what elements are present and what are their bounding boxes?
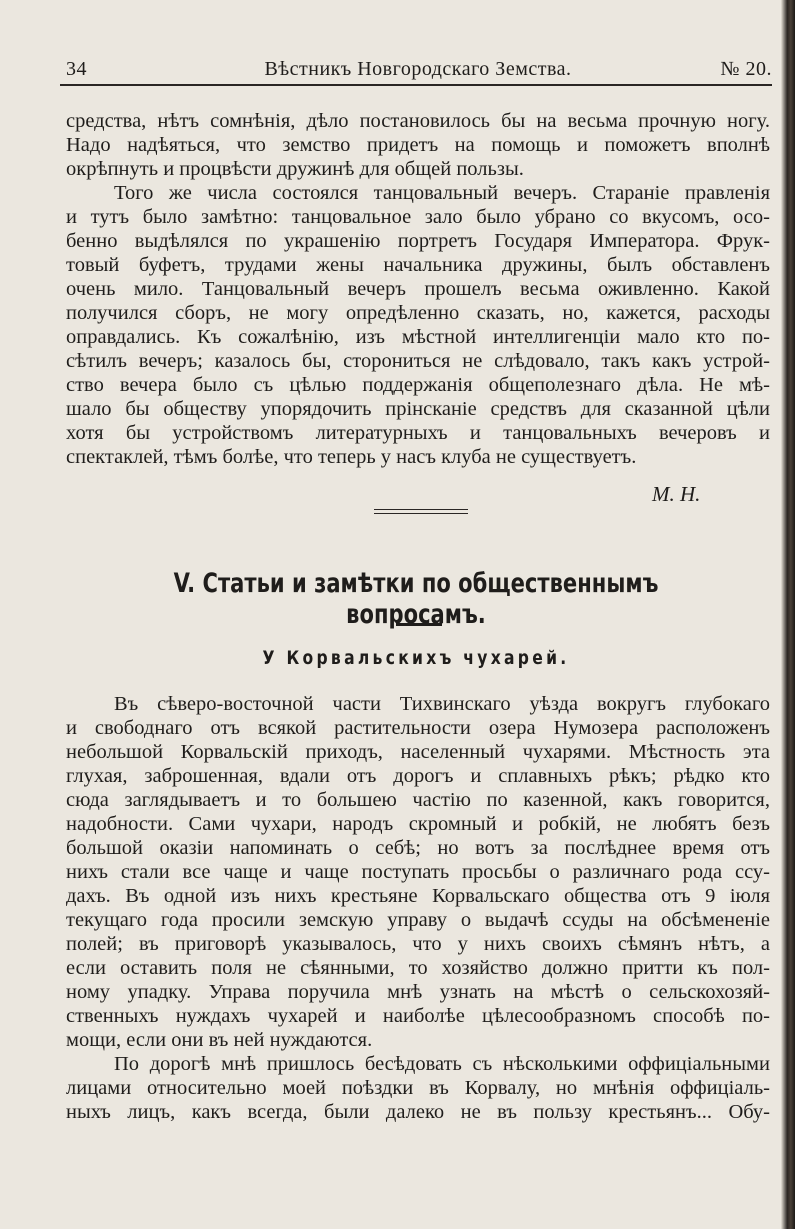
section-title: V. Статьи и замѣтки по общественнымъ вопросамъ.: [173, 568, 659, 630]
author-signature: М. Н.: [652, 482, 701, 506]
text-line: ныхъ лицъ, какъ всегда, были далеко не въ пользу крестьянъ... Обу-: [66, 1101, 770, 1123]
text-line: и тутъ было замѣтно: танцовальное зало было убрано со вкусомъ, осо-: [66, 206, 770, 228]
text-line: сюда заглядываетъ и то большею частію по казенной, какъ говорится,: [66, 789, 770, 811]
text-line: глухая, заброшенная, вдали отъ дорогъ и сплавныхъ рѣкъ; рѣдко кто: [66, 765, 770, 787]
text-line: очень мило. Танцовальный вечеръ прошелъ весьма оживленно. Какой: [66, 278, 770, 300]
text-line: лицами относительно моей поѣздки въ Корвалу, но мнѣнія оффиціаль-: [66, 1077, 770, 1099]
text-line: большой оказіи напоминать о себѣ; но вотъ за послѣднее время отъ: [66, 837, 770, 859]
text-line: По дорогѣ мнѣ пришлось бесѣдовать съ нѣсколькими оффиціальными: [114, 1053, 770, 1075]
text-line: ство вечера было съ цѣлью поддержанія общеполезнаго дѣла. Не мѣ-: [66, 374, 770, 396]
text-line: хотя бы устройствомъ литературныхъ и танцовальныхъ вечеровъ и: [66, 422, 770, 444]
text-line: мощи, если они въ ней нуждаются.: [66, 1029, 373, 1051]
text-line: ственныхъ нуждахъ чухарей и наиболѣе цѣлесообразномъ способѣ по-: [66, 1005, 770, 1027]
section-rule: [396, 623, 442, 626]
text-line: средства, нѣтъ сомнѣнія, дѣло постановилось бы на весьма прочную ногу.: [66, 110, 770, 132]
text-line: Того же числа состоялся танцовальный вечеръ. Стараніе правленія: [114, 182, 770, 204]
issue-number: № 20.: [720, 58, 772, 80]
text-line: бенно выдѣлялся по украшенію портретъ Государя Императора. Фрук-: [66, 230, 770, 252]
text-line: окрѣпнуть и процвѣсти дружинѣ для общей пользы.: [66, 158, 524, 180]
text-line: сѣтилъ вечеръ; казалось бы, сторониться не слѣдовало, такъ какъ устрой-: [66, 350, 770, 372]
text-line: небольшой Корвальскій приходъ, населенный чухарями. Мѣстность эта: [66, 741, 770, 763]
text-line: получился сборъ, не могу опредѣленно сказать, но, кажется, расходы: [66, 302, 770, 324]
header-rule: [60, 84, 772, 86]
text-line: надобности. Сами чухари, народъ скромный и робкій, не любятъ безъ: [66, 813, 770, 835]
text-line: полей; въ приговорѣ указывалось, что у нихъ своихъ сѣмянъ нѣтъ, а: [66, 933, 770, 955]
text-line: нихъ стали все чаще и чаще поступать просьбы о различнаго рода ссу-: [66, 861, 770, 883]
text-line: текущаго года просили земскую управу о выдачѣ ссуды на обсѣмененіе: [66, 909, 770, 931]
text-line: Надо надѣяться, что земство придетъ на помощь и поможетъ вполнѣ: [66, 134, 770, 156]
text-line: оправдались. Къ сожалѣнію, изъ мѣстной интеллигенціи мало кто по-: [66, 326, 770, 348]
page-header: [60, 58, 776, 82]
article-title: У Корвальскихъ чухарей.: [262, 647, 570, 669]
text-line: ному упадку. Управа поручила мнѣ узнать на мѣстѣ о сельскохозяй-: [66, 981, 770, 1003]
text-line: товый буфетъ, трудами жены начальника дружины, былъ обставленъ: [66, 254, 770, 276]
double-rule-divider: [374, 509, 468, 514]
book-spine-edge: [781, 0, 795, 1229]
text-line: если оставить поля не сѣянными, то хозяйство должно притти къ пол-: [66, 957, 770, 979]
page-number: 34: [66, 58, 87, 80]
text-line: шало бы обществу упорядочить прінсканіе средствъ для сказанной цѣли: [66, 398, 770, 420]
text-line: дахъ. Въ одной изъ нихъ крестьяне Корвальскаго общества отъ 9 іюля: [66, 885, 770, 907]
text-line: Въ сѣверо-восточной части Тихвинскаго уѣзда вокругъ глубокаго: [114, 693, 770, 715]
journal-title: Вѣстникъ Новгородскаго Земства.: [264, 58, 572, 80]
text-line: спектаклей, тѣмъ болѣе, что теперь у насъ клуба не существуетъ.: [66, 446, 637, 468]
text-line: и свободнаго отъ всякой растительности озера Нумозера расположенъ: [66, 717, 770, 739]
